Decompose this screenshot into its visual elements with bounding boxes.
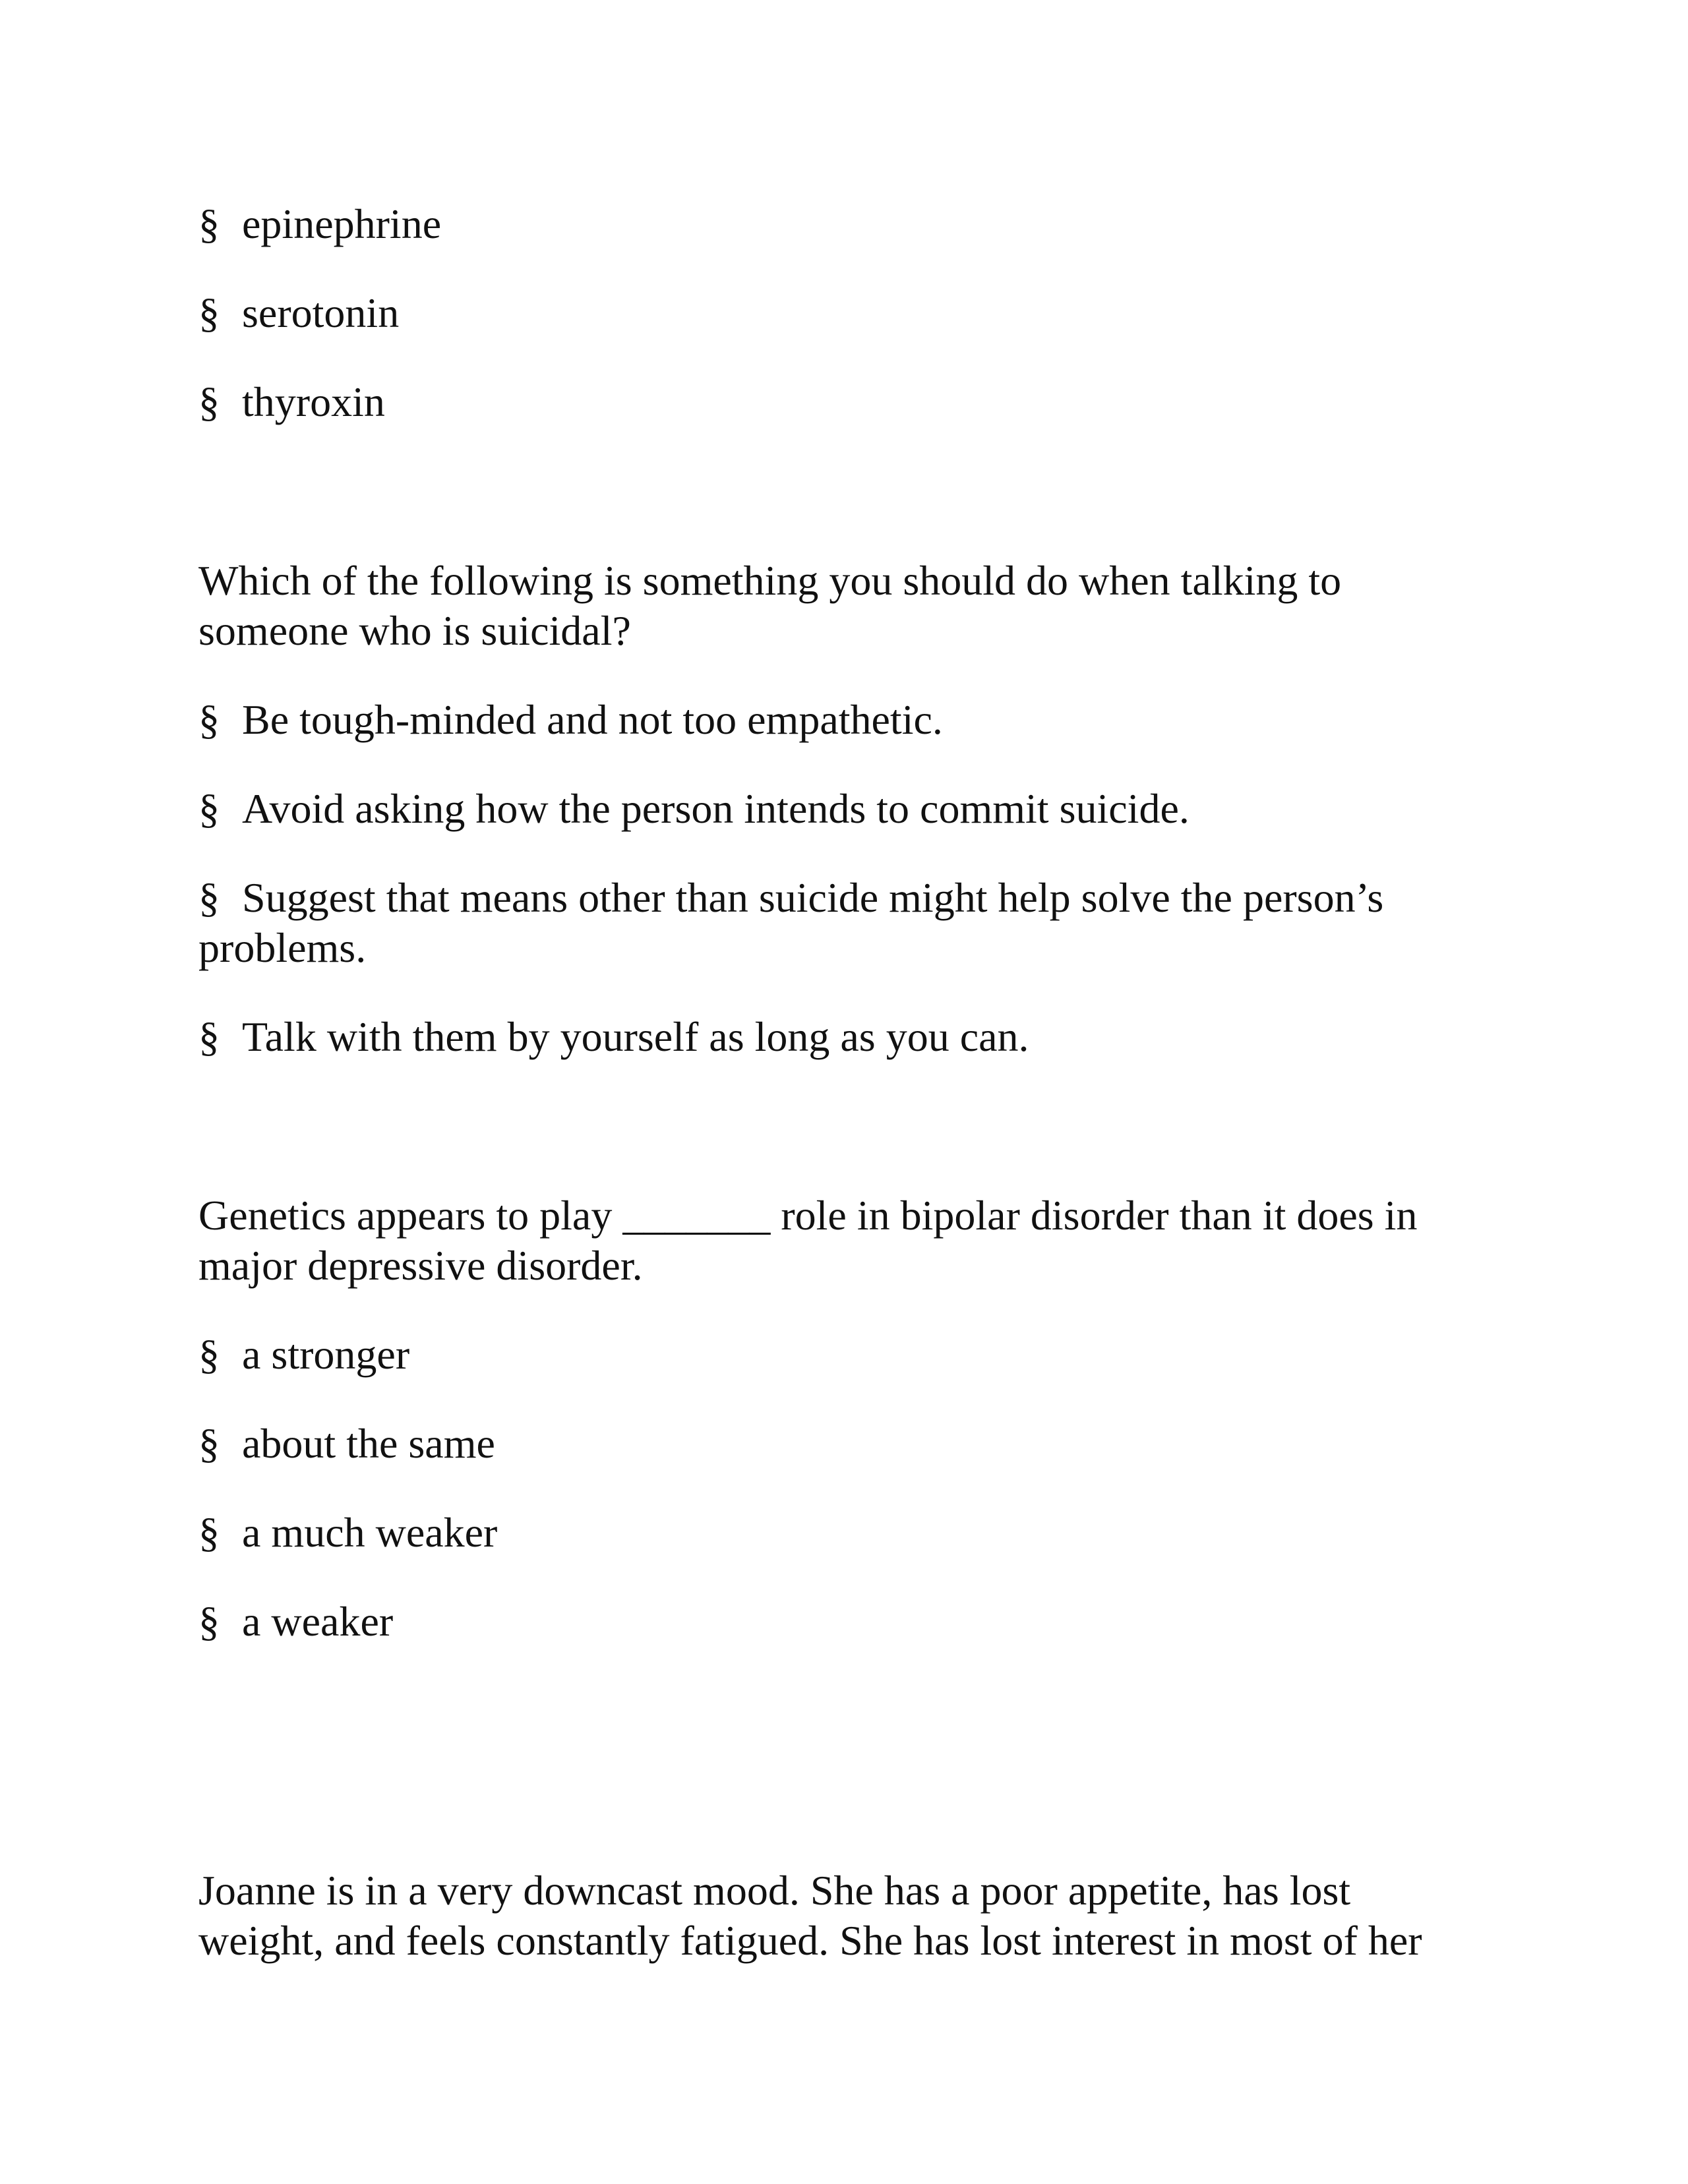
q0-option-1	[198, 199, 441, 249]
q1-option-3-text: Suggest that means other than suicide might help solve the person’s	[242, 874, 1384, 921]
q3-question-line-2: weight, and feels constantly fatigued. She has lost interest in most of her	[198, 1917, 1422, 1964]
bullet-icon: §	[198, 289, 220, 336]
bullet-icon: §	[198, 696, 220, 743]
q2-question-line-2: major depressive disorder.	[198, 1242, 643, 1289]
q2-question-line-1: Genetics appears to play _______ role in bipolar disorder than it does in	[198, 1192, 1418, 1239]
q0-option-1-text: epinephrine	[242, 200, 442, 247]
bullet-icon: §	[198, 378, 220, 425]
q1-option-2-text: Avoid asking how the person intends to commit suicide.	[242, 785, 1190, 832]
q0-option-3-text: thyroxin	[242, 378, 385, 425]
q0-option-2-text: serotonin	[242, 289, 400, 336]
q2-option-2-text: about the same	[242, 1420, 495, 1467]
q1-question-line-1: Which of the following is something you should do when talking to	[198, 557, 1342, 604]
q1-option-2	[198, 784, 1190, 834]
q3-question-line-1: Joanne is in a very downcast mood. She has a poor appetite, has lost	[198, 1867, 1351, 1914]
q1-option-3-continuation: problems.	[198, 924, 367, 971]
q2-option-1-text: a stronger	[242, 1331, 410, 1378]
bullet-icon: §	[198, 785, 220, 832]
q1-option-4	[198, 1012, 1029, 1062]
q2-option-1	[198, 1330, 409, 1380]
bullet-icon: §	[198, 200, 220, 247]
bullet-icon: §	[198, 1598, 220, 1645]
q1-option-1	[198, 695, 943, 745]
q2-option-2	[198, 1419, 495, 1469]
bullet-icon: §	[198, 1509, 220, 1556]
q0-option-2	[198, 288, 399, 338]
q2-option-3	[198, 1508, 497, 1558]
bullet-icon: §	[198, 1013, 220, 1060]
q1-option-4-text: Talk with them by yourself as long as you can.	[242, 1013, 1029, 1060]
q2-option-3-text: a much weaker	[242, 1509, 498, 1556]
bullet-icon: §	[198, 1331, 220, 1378]
bullet-icon: §	[198, 1420, 220, 1467]
q2-option-4	[198, 1597, 393, 1647]
q0-option-3	[198, 377, 385, 427]
q1-option-3	[198, 873, 1383, 923]
bullet-icon: §	[198, 874, 220, 921]
q1-option-1-text: Be tough-minded and not too empathetic.	[242, 696, 943, 743]
q1-question-line-2: someone who is suicidal?	[198, 607, 631, 654]
q2-option-4-text: a weaker	[242, 1598, 394, 1645]
